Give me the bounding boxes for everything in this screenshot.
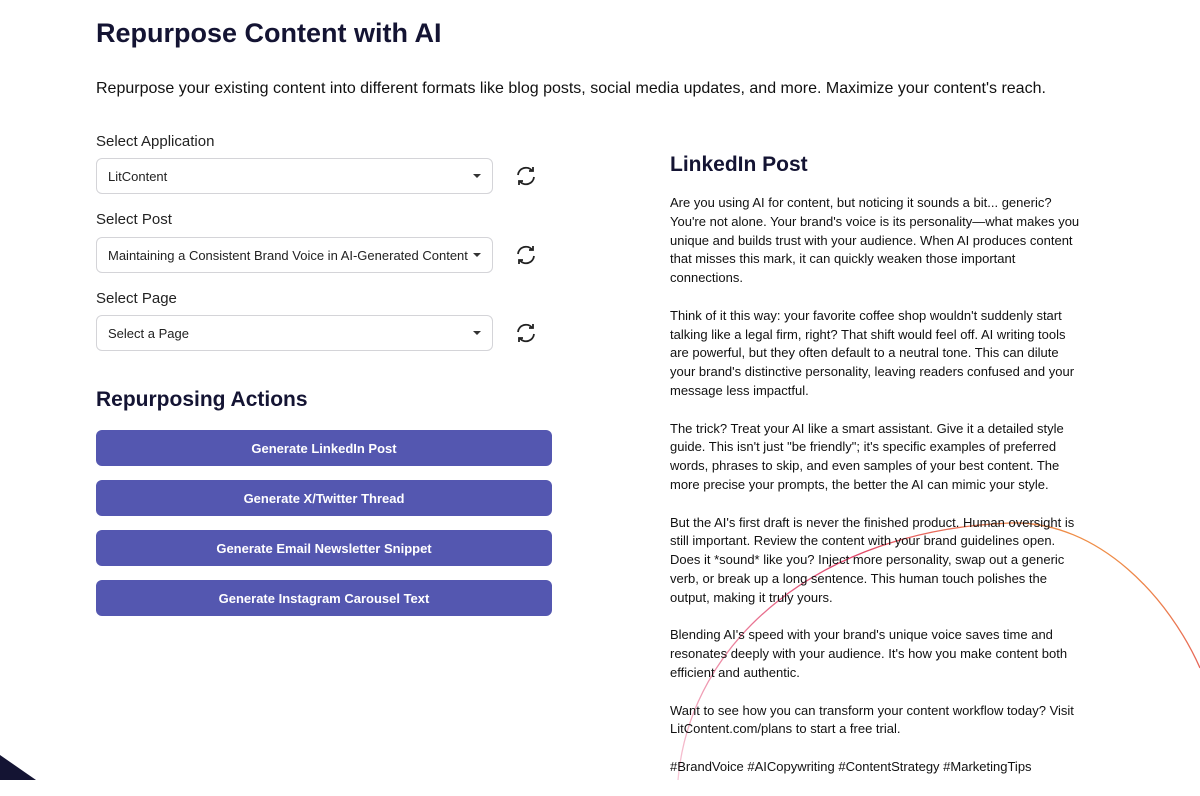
generate-linkedin-button[interactable]: Generate LinkedIn Post <box>96 430 552 466</box>
page-subtitle: Repurpose your existing content into different formats like blog posts, social media updates, and more. Maximize your content's reach. <box>96 80 1046 97</box>
output-paragraph: Blending AI's speed with your brand's unique voice saves time and resonates deeply with your audience. It's how you make content both efficient and authentic. <box>670 627 1068 680</box>
output-hashtags: #BrandVoice #AICopywriting #ContentStrategy #MarketingTips <box>670 758 1032 774</box>
output-text <box>670 194 1084 796</box>
application-value: LitContent <box>108 168 168 184</box>
post-value: Maintaining a Consistent Brand Voice in AI-Generated Content <box>108 247 468 263</box>
generate-instagram-button[interactable]: Generate Instagram Carousel Text <box>96 580 552 616</box>
refresh-icon[interactable] <box>514 321 538 345</box>
output-paragraph: Want to see how you can transform your content workflow today? Visit LitContent.com/plans to start a free trial. <box>670 702 1074 737</box>
chevron-down-icon <box>473 174 481 178</box>
generate-twitter-button[interactable]: Generate X/Twitter Thread <box>96 480 552 516</box>
page-select[interactable] <box>96 315 493 351</box>
page-label: Select Page <box>96 290 177 307</box>
application-select[interactable] <box>96 158 493 194</box>
post-label: Select Post <box>96 211 172 228</box>
output-title: LinkedIn Post <box>670 153 808 176</box>
refresh-icon[interactable] <box>514 243 538 267</box>
output-paragraph: Are you using AI for content, but noticing it sounds a bit... generic? You're not alone. Your brand's voice is its personality—what makes you unique and builds trust with your audience. When AI produces content that misses this mark, it can quickly weaken those important connections. <box>670 195 1080 286</box>
chevron-down-icon <box>473 331 481 335</box>
output-paragraph: Think of it this way: your favorite coffee shop wouldn't suddenly start talking like a legal firm, right? That shift would feel off. AI writing tools are powerful, but they often default to a neutral tone. This can dilute your brand's distinctive personality, leaving readers confused and your message less impactful. <box>670 307 1075 398</box>
application-label: Select Application <box>96 133 215 150</box>
generate-email-button[interactable]: Generate Email Newsletter Snippet <box>96 530 552 566</box>
output-paragraph: The trick? Treat your AI like a smart assistant. Give it a detailed style guide. This isn't just "be friendly"; it's specific examples of preferred words, phrases to skip, and even samples of your best content. The more precise your prompts, the better the AI can mimic your style. <box>670 420 1064 492</box>
output-paragraph: But the AI's first draft is never the finished product. Human oversight is still important. Review the content with your brand guidelines open. Does it *sound* like you? Inject more personality, swap out a generic verb, or break up a long sentence. This human touch polishes the output, making it truly yours. <box>670 514 1075 605</box>
post-select[interactable] <box>96 237 493 273</box>
chevron-down-icon <box>473 253 481 257</box>
actions-heading: Repurposing Actions <box>96 388 308 411</box>
page-value: Select a Page <box>108 325 189 341</box>
page-title: Repurpose Content with AI <box>96 18 442 48</box>
corner-triangle <box>0 755 36 780</box>
refresh-icon[interactable] <box>514 164 538 188</box>
